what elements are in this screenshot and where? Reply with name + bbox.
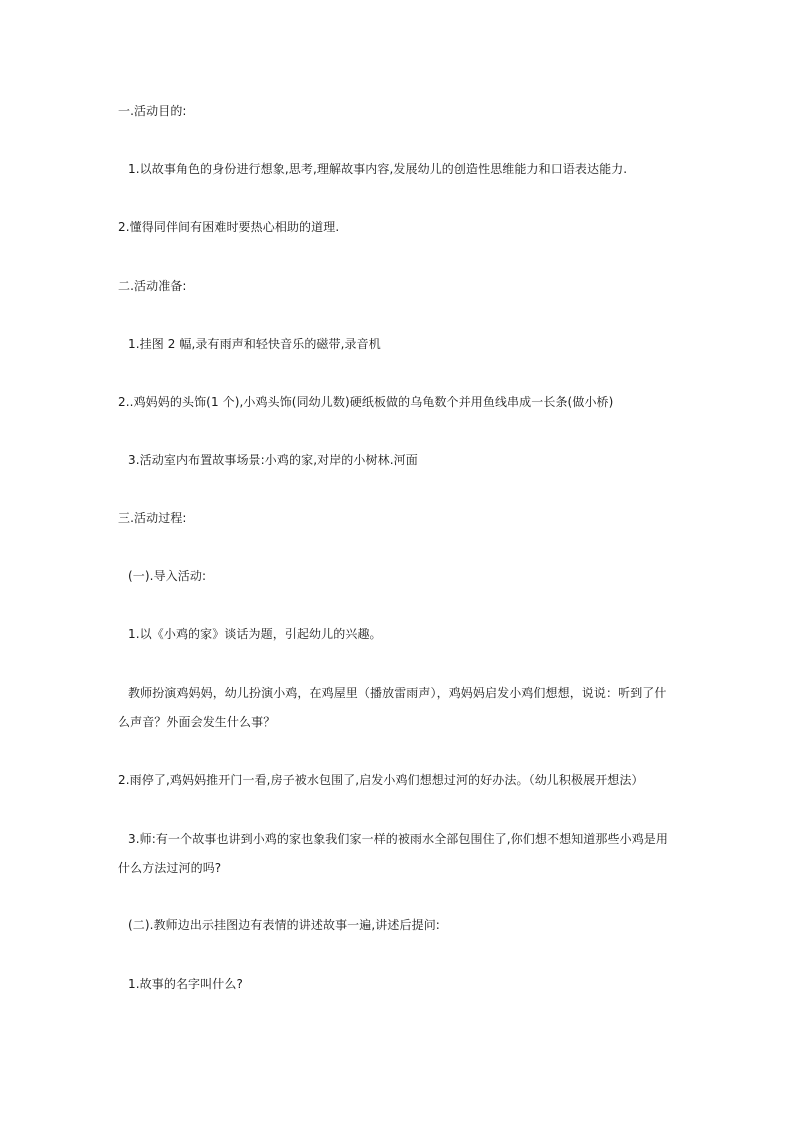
goal-item-1: 1.以故事角色的身份进行想象,思考,理解故事内容,发展幼儿的创造性思维能力和口语表达能力. xyxy=(128,162,628,176)
preparation-item-2: 2..鸡妈妈的头饰(1 个),小鸡头饰(同幼儿数)硬纸板做的乌龟数个并用鱼线串成一长条(做小桥) xyxy=(118,395,614,409)
section-heading-process: 三.活动过程: xyxy=(118,511,187,525)
section-heading-preparation: 二.活动准备: xyxy=(118,279,187,293)
preparation-item-3: 3.活动室内布置故事场景:小鸡的家,对岸的小树林.河面 xyxy=(128,453,418,467)
process-item-1: 1.以《小鸡的家》谈话为题，引起幼儿的兴趣。 xyxy=(128,627,382,641)
question-item-1: 1.故事的名字叫什么? xyxy=(128,977,243,991)
paragraph-line: 么声音？外面会发生什么事？ xyxy=(118,715,276,729)
preparation-item-1: 1.挂图 2 幅,录有雨声和轻快音乐的磁带,录音机 xyxy=(128,337,381,351)
section-heading-goals: 一.活动目的: xyxy=(118,104,187,118)
process-item-3: 3.师:有一个故事也讲到小鸡的家也象我们家一样的被雨水全部包围住了,你们想不想知道那些小鸡是用 xyxy=(128,832,669,846)
subsection-heading-intro: (一).导入活动: xyxy=(128,569,207,583)
subsection-heading-storytelling: (二).教师边出示挂图边有表情的讲述故事一遍,讲述后提问: xyxy=(128,918,440,932)
paragraph-line: 什么方法过河的吗? xyxy=(118,861,222,875)
paragraph-line: 教师扮演鸡妈妈，幼儿扮演小鸡，在鸡屋里（播放雷雨声），鸡妈妈启发小鸡们想想，说说：听到了什 xyxy=(128,686,667,700)
process-item-2: 2.雨停了,鸡妈妈推开门一看,房子被水包围了,启发小鸡们想想过河的好办法。（幼儿积极展开想法） xyxy=(118,773,644,787)
goal-item-2: 2.懂得同伴间有困难时要热心相助的道理. xyxy=(118,220,340,234)
